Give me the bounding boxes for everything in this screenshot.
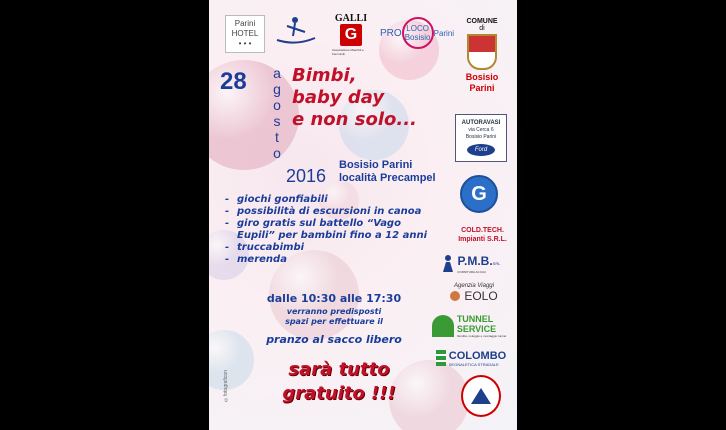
hotel-stars: • • • [238, 39, 252, 48]
coldtech-name: COLD.TECH. [461, 227, 504, 234]
event-month-vertical [270, 65, 284, 161]
proloco-town: Bosisio [404, 33, 431, 42]
autoravasi-name: AUTORAVASI [461, 120, 501, 126]
tunnel-line2: SERVICE [456, 324, 497, 334]
free-entry-banner [249, 358, 429, 406]
month-letter: g [273, 81, 281, 97]
list-item: - truccabimbi [225, 242, 305, 253]
road-sign-icon [436, 350, 446, 366]
list-item: - merenda [225, 254, 287, 265]
activities-list [225, 194, 435, 266]
eolo-agency: Agenzia Viaggi [454, 283, 494, 289]
autoravasi-town: Bosisio Parini [465, 134, 497, 140]
eolo-shell-icon [450, 291, 460, 301]
eolo-travel-logo [441, 278, 507, 308]
hotel-label: HOTEL [231, 29, 259, 38]
galli-circle-logo [460, 175, 498, 213]
pmb-suffix: SRL [492, 261, 501, 266]
photo-credit: ©fotograficon [223, 370, 229, 403]
prepared-line: spazi per effettuare il [285, 317, 383, 326]
month-letter: t [275, 129, 279, 145]
autoravasi-address: via Cerca 6 [468, 127, 494, 133]
hotel-name: Parini [234, 19, 256, 28]
month-letter: o [273, 97, 281, 113]
coldtech-logo [455, 226, 510, 244]
galli-g-icon [340, 24, 362, 46]
event-title [292, 65, 442, 131]
title-line: Bimbi, [292, 65, 357, 86]
proloco-logo [369, 18, 465, 48]
title-line: e non solo... [292, 109, 417, 130]
proloco-loco: LOCO [406, 24, 429, 33]
event-year: 2016 [286, 166, 327, 186]
galli-letter: G [344, 25, 358, 43]
list-item: - giro gratis sul battello “Vago Eupili” per bambini fino a 12 anni [225, 218, 435, 242]
tunnel-service-logo [427, 309, 511, 343]
proloco-pro: PRO [379, 27, 402, 39]
proloco-parini: Parini [433, 28, 455, 38]
month-letter: s [273, 113, 281, 129]
list-item: - giochi gonfiabili [225, 194, 328, 205]
comune-label: COMUNE [466, 17, 498, 25]
activity-text: truccabimbi [237, 242, 305, 253]
colombo-tagline: SEGNALETICA STRADALE [448, 361, 499, 367]
proloco-circle [402, 17, 434, 49]
comune-town-line2: Parini [469, 82, 495, 93]
month-letter: o [273, 145, 281, 161]
activity-text: possibilità di escursioni in canoa [237, 206, 422, 217]
eolo-brand: EOLO [464, 289, 498, 303]
title-line: baby day [292, 87, 385, 108]
colombo-name: COLOMBO [448, 349, 507, 362]
picnic-note: pranzo al sacco libero [266, 333, 402, 346]
pmb-name: P.M.B. [457, 254, 493, 268]
pmb-logo [431, 252, 509, 274]
ford-brand: Ford [474, 146, 488, 153]
event-poster [209, 0, 517, 430]
free-line: sarà tutto [288, 359, 390, 380]
prepared-note [239, 307, 429, 327]
tunnel-icon [432, 315, 454, 337]
parini-hotel-logo [225, 15, 265, 53]
tunnel-tagline: Vendita, noleggio e montaggio tunnel [456, 334, 507, 338]
comune-di: di [479, 24, 485, 32]
event-place [339, 159, 436, 185]
activity-text: merenda [237, 254, 287, 265]
list-item: - possibilità di escursioni in canoa [225, 206, 422, 217]
event-hours: dalle 10:30 alle 17:30 [266, 292, 402, 305]
event-day: 28 [220, 68, 247, 95]
comune-coat-of-arms [457, 8, 507, 103]
prepared-line: verranno predisposti [286, 307, 382, 316]
tunnel-line1: TUNNEL [456, 314, 494, 324]
triangle-icon [471, 388, 491, 404]
canoa-club-logo [271, 10, 321, 50]
place-town: Bosisio Parini [339, 159, 413, 171]
place-locality: località Precampel [339, 172, 436, 184]
shield-icon [467, 34, 497, 70]
colombo-logo [431, 348, 511, 368]
galli2-letter: G [471, 182, 487, 205]
galli-title: GALLI [334, 12, 368, 24]
coldtech-sub: Impianti S.R.L. [458, 236, 507, 243]
galli-subtitle: Associazione Maschili e Femminili [332, 47, 364, 56]
activity-text: giro gratis sul battello “Vago Eupili” per bambini fino a 12 anni [237, 218, 427, 241]
month-letter: a [273, 65, 281, 81]
activity-text: giochi gonfiabili [237, 194, 328, 205]
autoravasi-logo [455, 114, 507, 162]
comune-town-line1: Bosisio [465, 71, 499, 82]
galli-association-logo [332, 6, 370, 62]
pmb-sub: FORNITURA ACCIAI [457, 270, 486, 274]
pmb-person-icon [440, 254, 456, 272]
free-line: gratuito !!! [282, 383, 396, 404]
ford-icon [467, 144, 495, 156]
civil-protection-icon [461, 375, 501, 417]
